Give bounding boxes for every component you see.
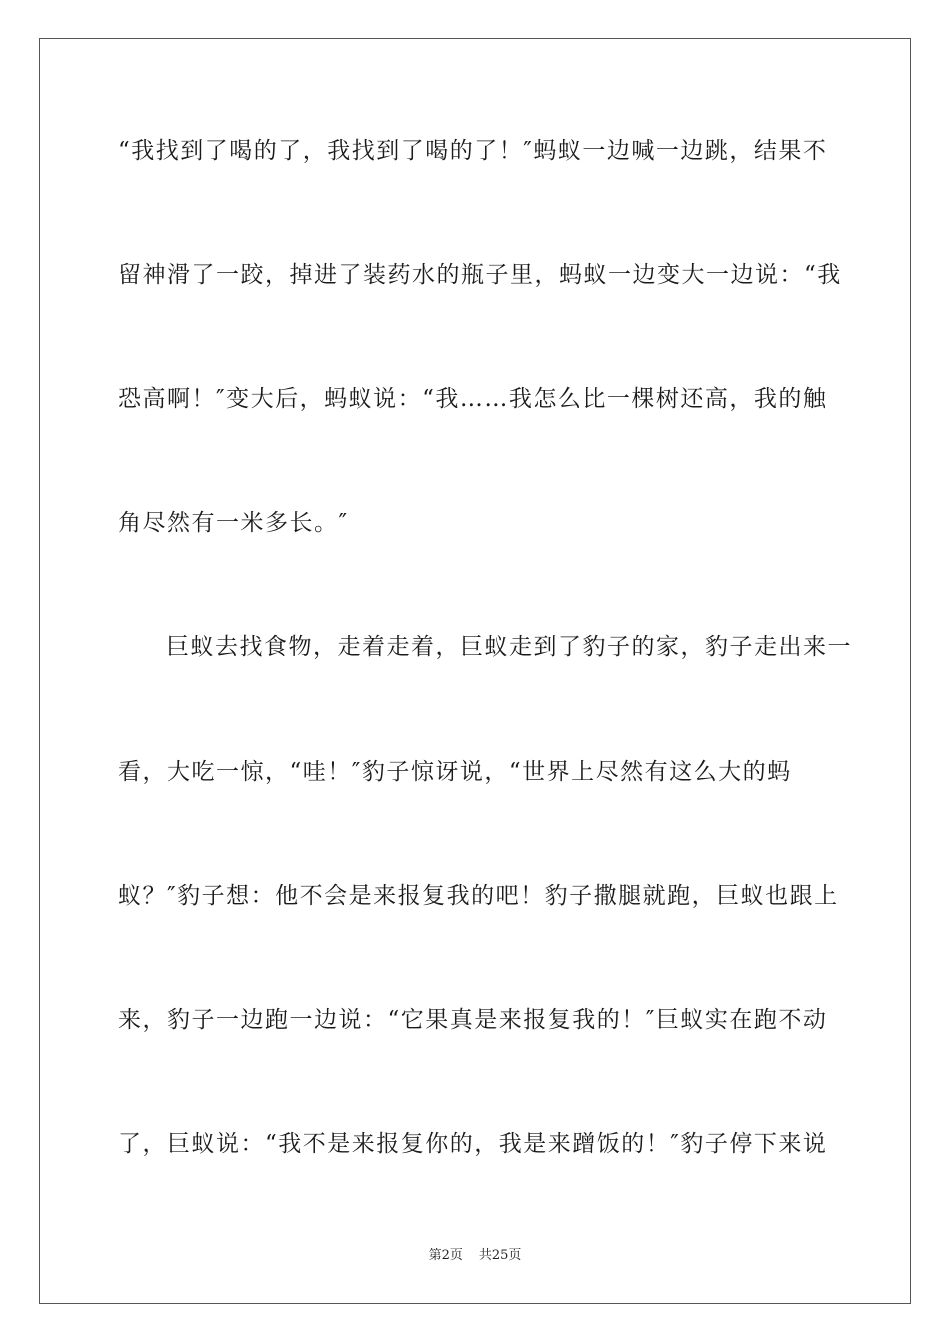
page-border (39, 38, 911, 1304)
body-line-8: 来，豹子一边跑一边说：“它果真是来报复我的！″巨蚁实在跑不动 (118, 1007, 828, 1033)
body-line-3: 恐高啊！″变大后，蚂蚁说：“我……我怎么比一棵树还高，我的触 (118, 386, 828, 412)
body-line-4: 角尽然有一米多长。″ (118, 510, 349, 536)
page-footer (0, 1247, 950, 1265)
body-line-1: “我找到了喝的了，我找到了喝的了！″蚂蚁一边喊一边跳，结果不 (118, 138, 828, 164)
body-line-6: 看，大吃一惊，“哇！″豹子惊讶说，“世界上尽然有这么大的蚂 (118, 759, 792, 785)
page-total: 共25页 (478, 1248, 522, 1263)
body-line-5-paragraph-start: 巨蚁去找食物，走着走着，巨蚁走到了豹子的家，豹子走出来一 (166, 634, 852, 660)
body-line-9: 了，巨蚁说：“我不是来报复你的，我是来蹭饭的！″豹子停下来说 (118, 1131, 828, 1157)
body-line-2: 留神滑了一跤，掉进了装药水的瓶子里，蚂蚁一边变大一边说：“我 (118, 262, 842, 288)
page-number: 第2页 (428, 1248, 463, 1263)
body-line-7: 蚁？″豹子想：他不会是来报复我的吧！豹子撒腿就跑，巨蚁也跟上 (118, 883, 839, 909)
